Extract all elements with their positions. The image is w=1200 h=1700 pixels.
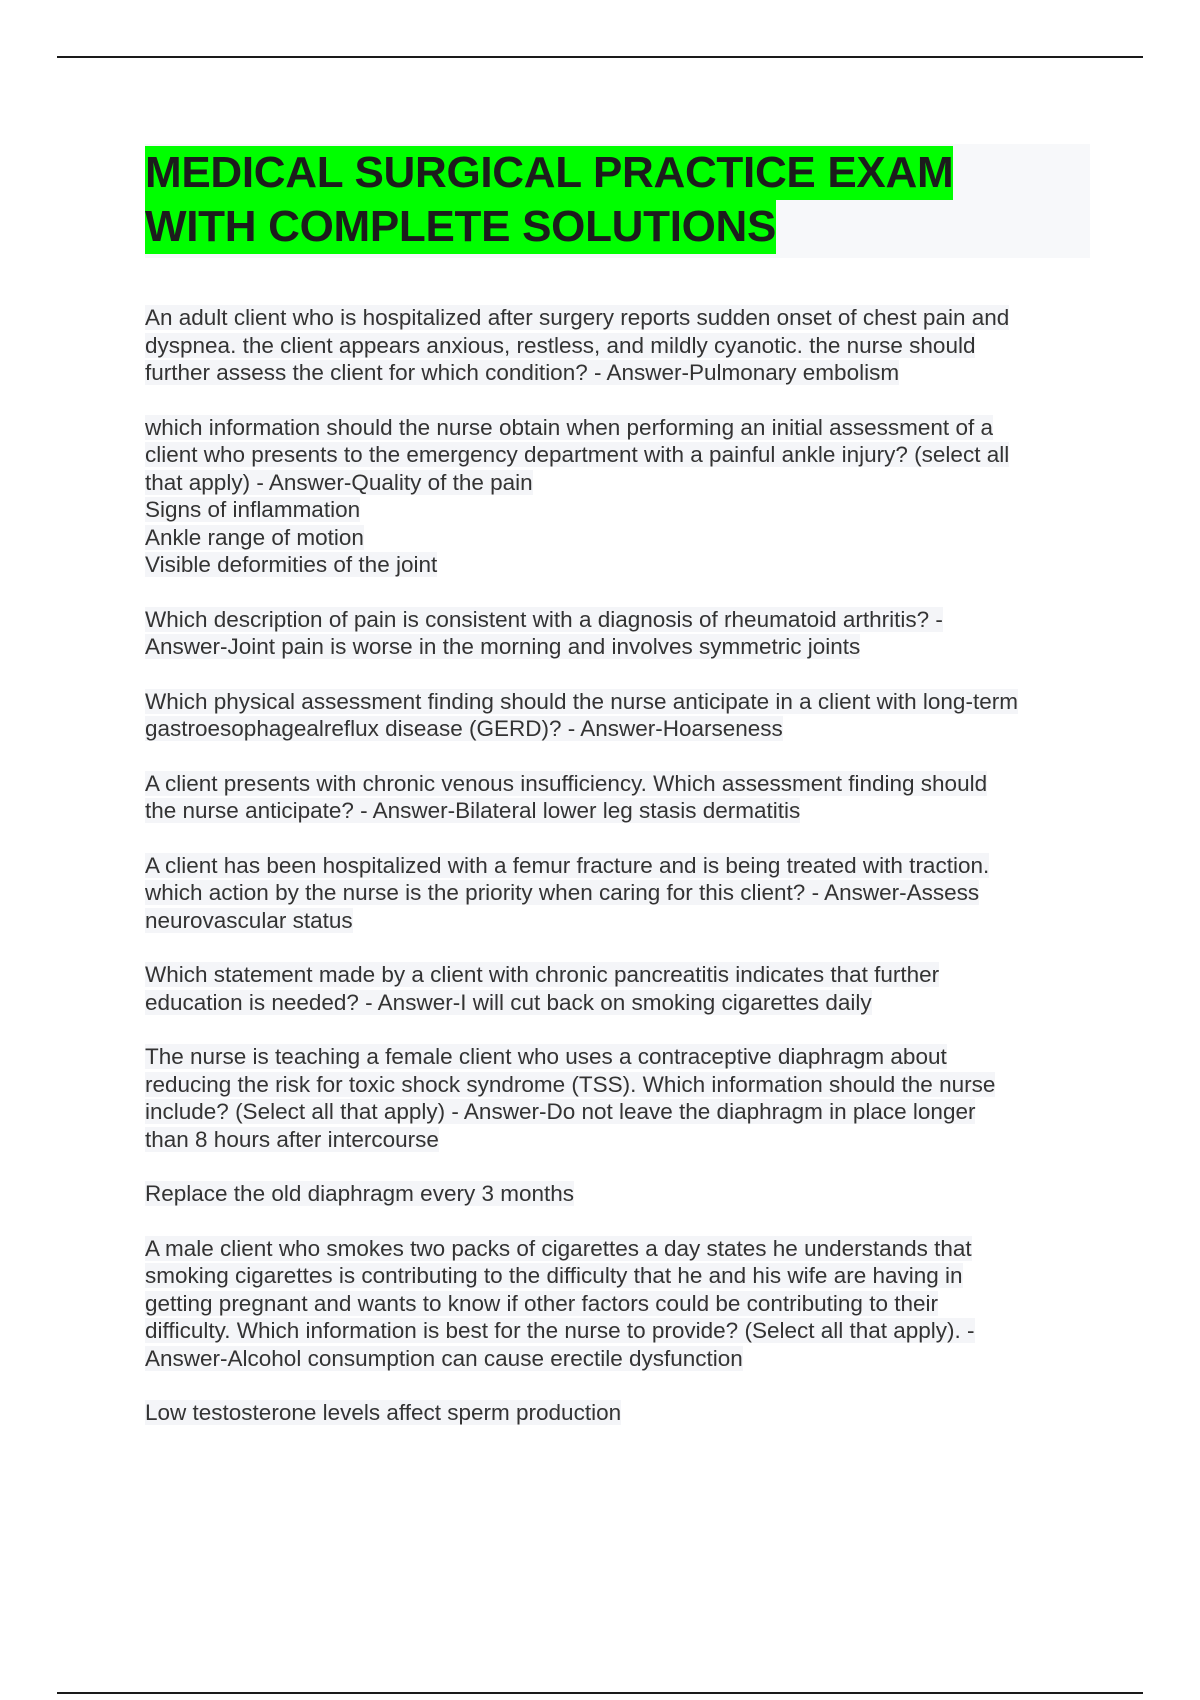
document-title [145,144,1090,258]
qa-text: Which description of pain is consistent with a diagnosis of rheumatoid arthritis? - Answer-Joint pain is worse in the morning and involves symmetric joints [145,606,943,659]
qa-item-2 [145,414,1090,579]
qa-item-3 [145,606,1090,661]
qa-item-9 [145,1180,1090,1208]
qa-item-5 [145,770,1090,825]
title-line-1: MEDICAL SURGICAL PRACTICE EXAM [145,146,953,200]
qa-item-11 [145,1399,1090,1427]
qa-text: An adult client who is hospitalized after surgery reports sudden onset of chest pain and dyspnea. the client appears anxious, restless, and mildly cyanotic. the nurse should further assess the client for which condition? - Answer-Pulmonary embolism [145,305,1010,385]
qa-text: A male client who smokes two packs of cigarettes a day states he understands that smoking cigarettes is contributing to the difficulty that he and his wife are having in getting pregnant and wants to know if other factors could be contributing to their difficulty. Which information is best for the nurse to provide? (Select all that apply). - Answer-Alcohol consumption can cause erectile dysfunction [145,1235,975,1371]
qa-text: The nurse is teaching a female client who uses a contraceptive diaphragm about reducing the risk for toxic shock syndrome (TSS). Which information should the nurse include? (Select all that apply) - Answer-Do not leave the diaphragm in place longer than 8 hours after intercourse [145,1044,996,1152]
qa-item-8 [145,1043,1090,1153]
qa-item-1 [145,304,1090,387]
qa-item-10 [145,1235,1090,1373]
title-line-2: WITH COMPLETE SOLUTIONS [145,200,776,254]
qa-text: A client has been hospitalized with a femur fracture and is being treated with traction. which action by the nurse is the priority when caring for this client? - Answer-Assess neurovascular status [145,852,990,933]
qa-text: Replace the old diaphragm every 3 months [145,1181,574,1206]
qa-text: Low testosterone levels affect sperm production [145,1400,622,1425]
document-body [145,144,1090,1454]
qa-item-4 [145,688,1090,743]
qa-item-6 [145,852,1090,935]
bottom-rule [57,1692,1143,1694]
qa-text: A client presents with chronic venous insufficiency. Which assessment finding should the nurse anticipate? - Answer-Bilateral lower leg stasis dermatitis [145,770,988,823]
qa-text: Which statement made by a client with chronic pancreatitis indicates that further education is needed? - Answer-I will cut back on smoking cigarettes daily [145,962,940,1015]
qa-item-7 [145,961,1090,1016]
qa-text: which information should the nurse obtain when performing an initial assessment of a client who presents to the emergency department with a painful ankle injury? (select all that apply) - Answer-Quality of the pain Signs of inflammation Ankle range of motion Visible deformities of the joint [145,414,1010,577]
qa-text: Which physical assessment finding should the nurse anticipate in a client with long-term gastroesophagealreflux disease (GERD)? - Answer-Hoarseness [145,688,1018,741]
top-rule [57,56,1143,58]
